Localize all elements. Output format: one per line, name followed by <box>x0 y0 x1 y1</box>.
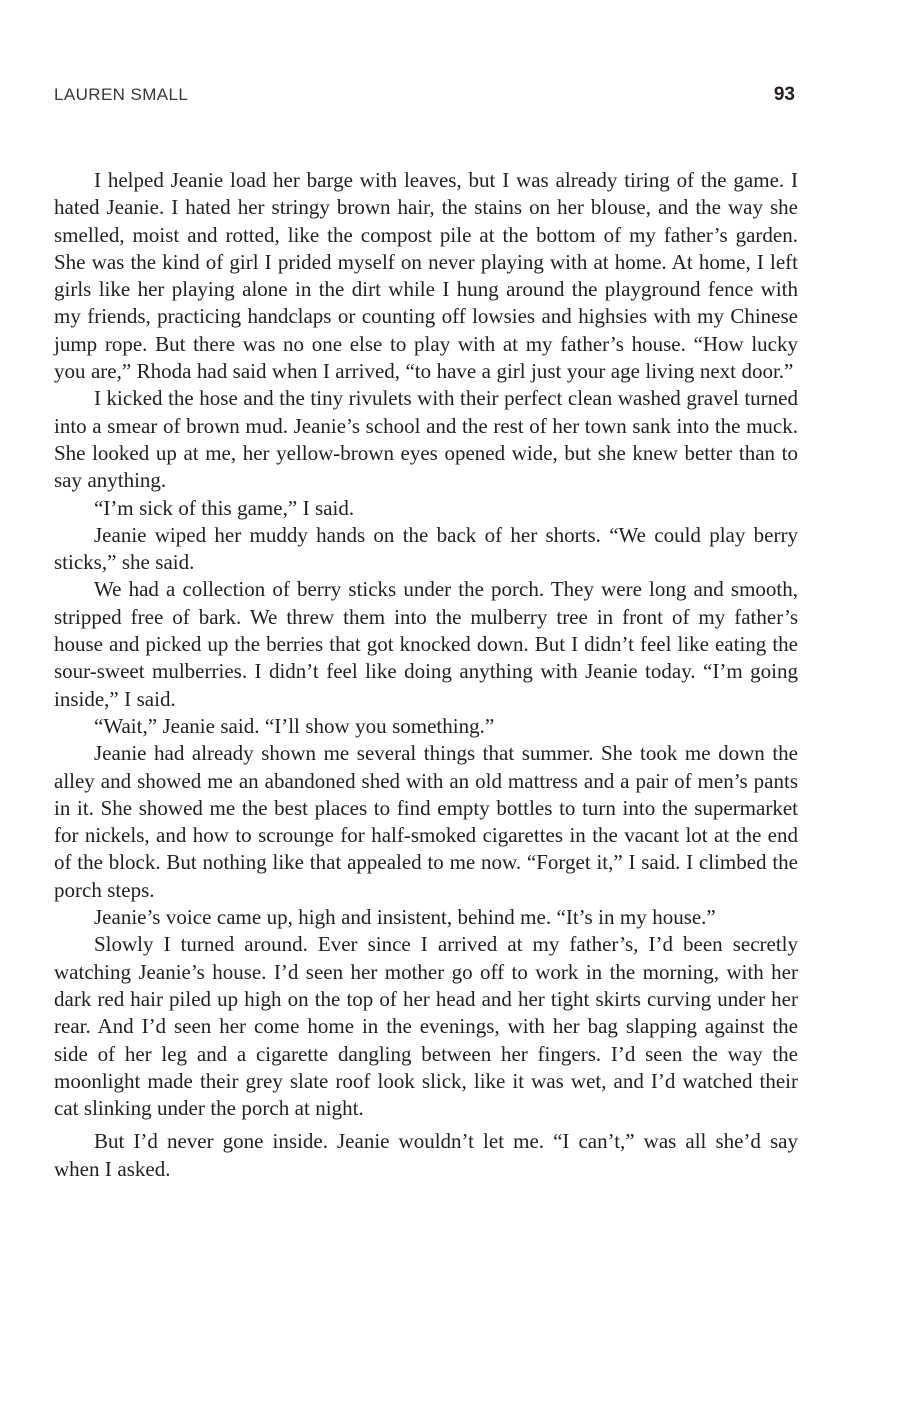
paragraph: We had a collection of berry sticks under the porch. They were long and smooth, stripped free of bark. We threw them into the mulberry tree in front of my father’s house and picked up the berries that got knocked down. But I didn’t feel like eating the sour-sweet mulberries. I didn’t feel like doing anything with Jeanie today. “I’m going inside,” I said. <box>54 577 798 711</box>
body-text <box>54 167 798 1183</box>
paragraph: Jeanie’s voice came up, high and insistent, behind me. “It’s in my house.” <box>94 905 716 930</box>
paragraph: I kicked the hose and the tiny rivulets with their perfect clean washed gravel turned into a smear of brown mud. Jeanie’s school and the rest of her town sank into the muck. She looked up at me, her yellow-brown eyes opened wide, but she knew better than to say anything. <box>54 386 798 493</box>
paragraph: “Wait,” Jeanie said. “I’ll show you something.” <box>94 713 495 738</box>
paragraph: “I’m sick of this game,” I said. <box>94 495 355 520</box>
paragraph: Jeanie wiped her muddy hands on the back of her shorts. “We could play berry sticks,” she said. <box>54 522 798 575</box>
paragraph: Jeanie had already shown me several things that summer. She took me down the alley and showed me an abandoned shed with an old mattress and a pair of men’s pants in it. She showed me the best places to find empty bottles to turn into the supermarket for nickels, and how to scrounge for half-smoked cigarettes in the vacant lot at the end of the block. But nothing like that appealed to me now. “Forget it,” I said. I climbed the porch steps. <box>54 741 798 902</box>
paragraph: I helped Jeanie load her barge with leaves, but I was already tiring of the game. I hated Jeanie. I hated her stringy brown hair, the stains on her blouse, and the way she smelled, moist and rotted, like the compost pile at the bottom of my father’s garden. She was the kind of girl I prided myself on never playing with at home. At home, I left girls like her playing alone in the dirt while I hung around the playground fence with my friends, practicing handclaps or counting off lowsies and highsies with my Chinese jump rope. But there was no one else to play with at my father’s house. “How lucky you are,” Rhoda had said when I arrived, “to have a girl just your age living next door.” <box>54 168 798 384</box>
paragraph: Slowly I turned around. Ever since I arrived at my father’s, I’d been secretly watching Jeanie’s house. I’d seen her mother go off to work in the morning, with her dark red hair piled up high on the top of her head and her tight skirts curving under her rear. And I’d seen her come home in the evenings, with her bag slapping against the side of her leg and a cigarette dangling between her fingers. I’d seen the way the moonlight made their grey slate roof look slick, like it was wet, and I’d watched their cat slinking under the porch at night. <box>54 932 798 1121</box>
paragraph: But I’d never gone inside. Jeanie wouldn’t let me. “I can’t,” was all she’d say when I asked. <box>54 1129 798 1181</box>
running-head <box>54 84 795 112</box>
running-head-author: LAUREN SMALL <box>54 85 189 104</box>
page-number: 93 <box>773 84 795 105</box>
